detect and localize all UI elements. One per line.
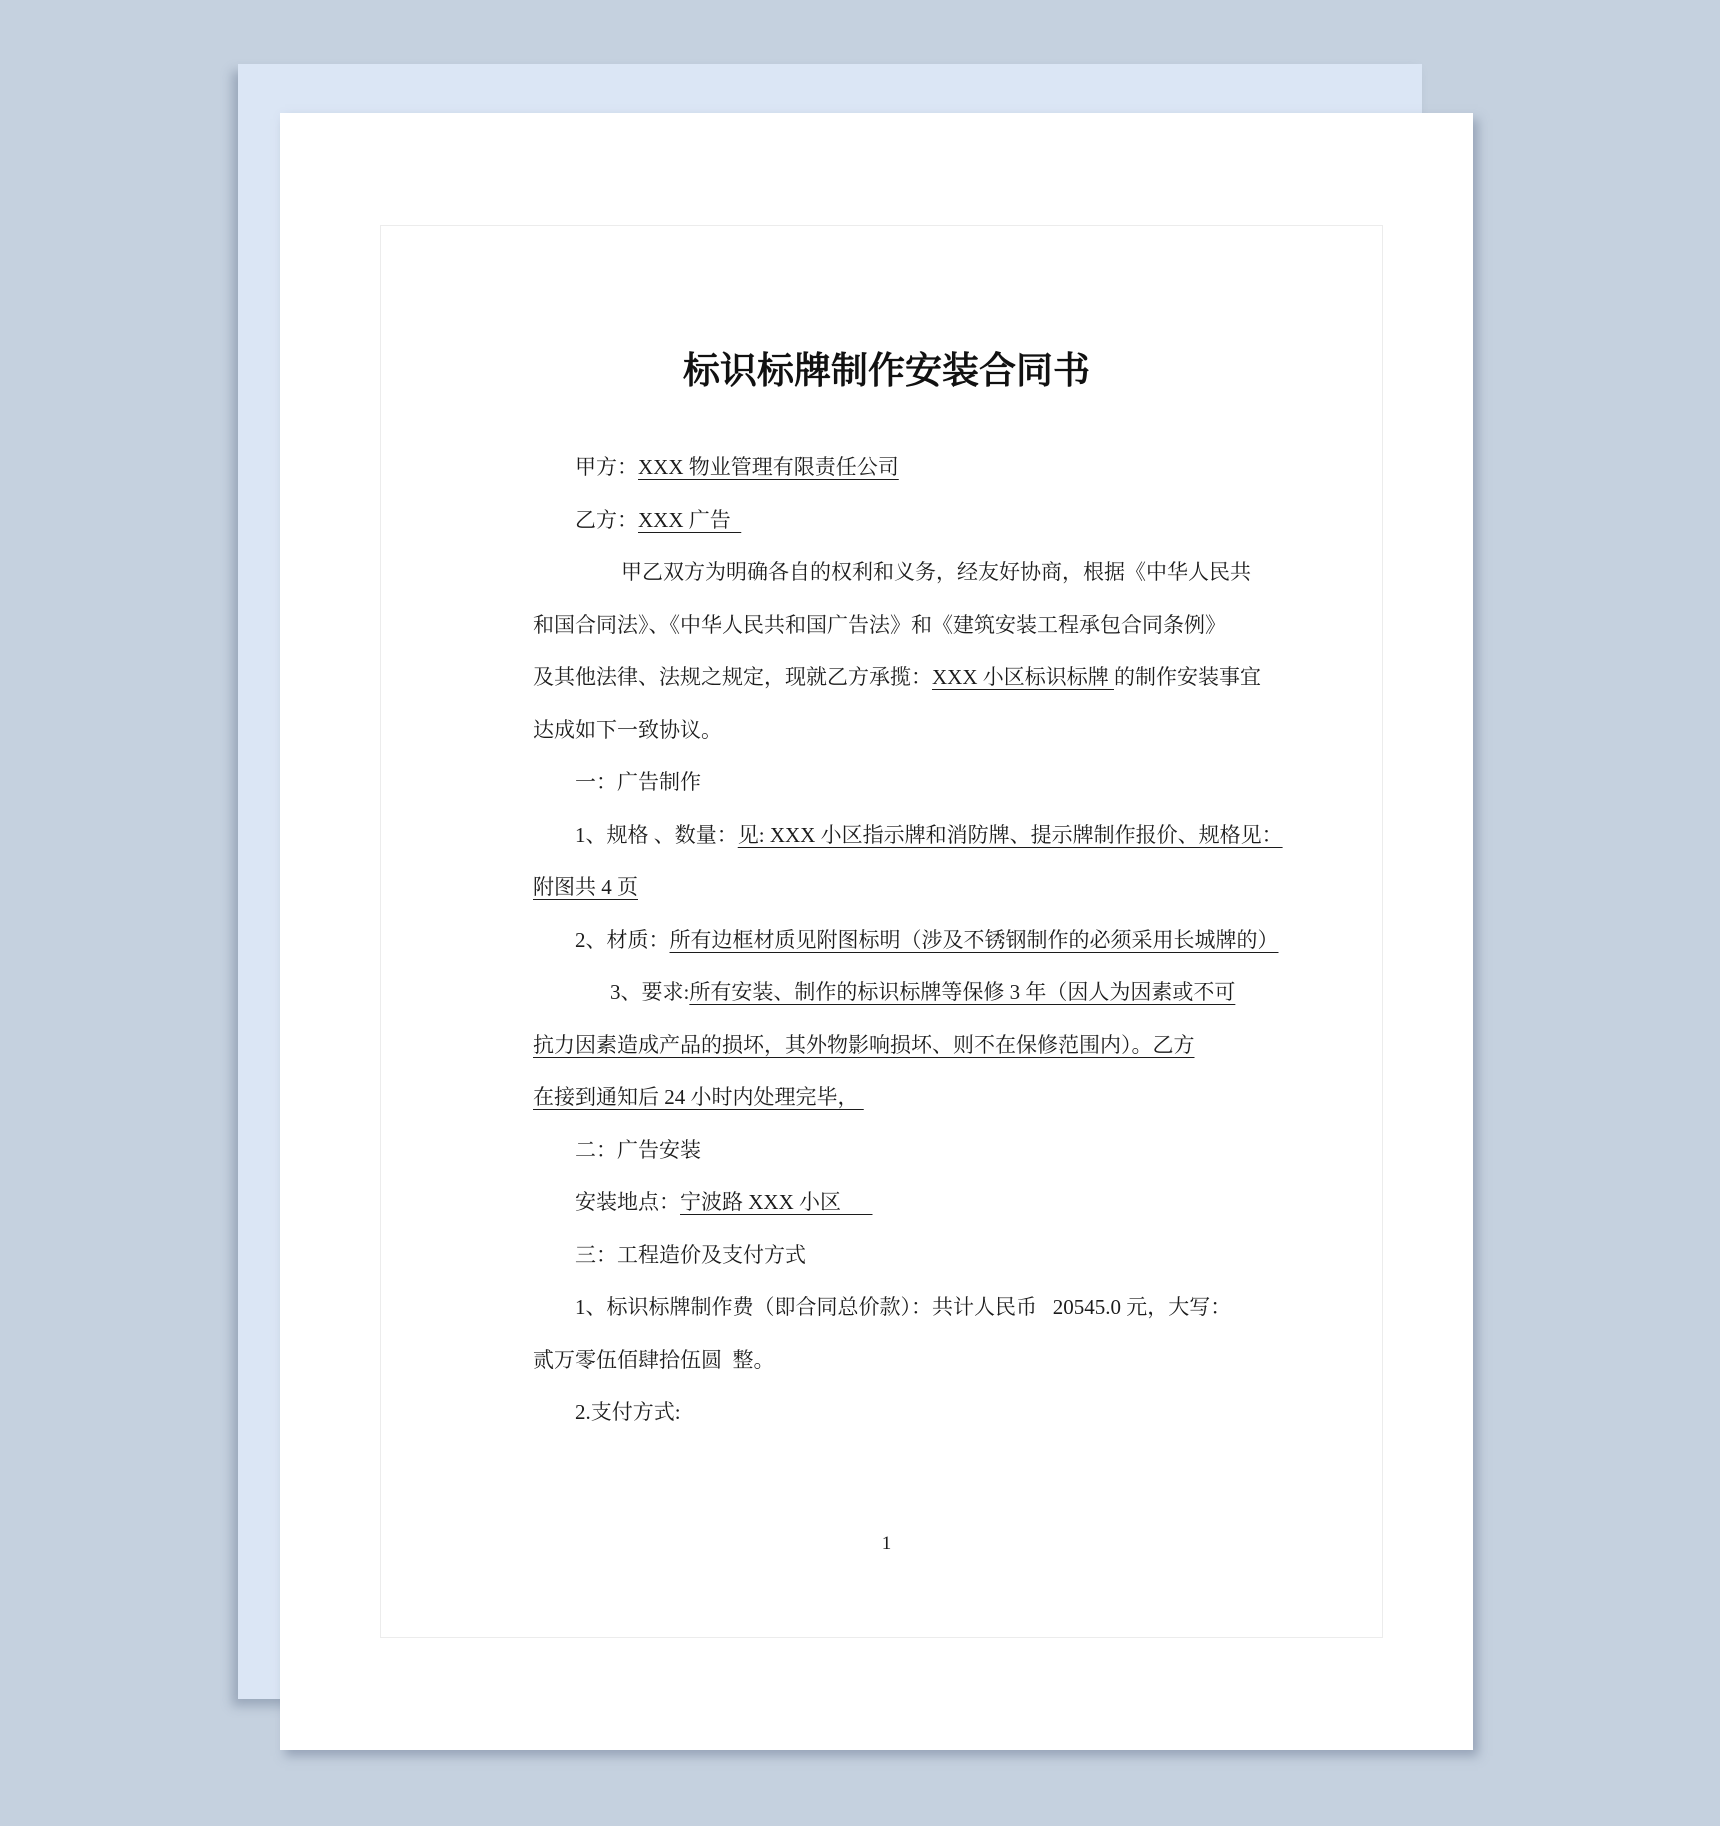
underlined-text: 所有边框材质见附图标明（涉及不锈钢制作的必须采用长城牌的） <box>669 927 1279 952</box>
text-run: 达成如下一致协议。 <box>533 717 722 742</box>
text-run: 及其他法律、法规之规定，现就乙方承揽： <box>533 665 932 689</box>
document-line <box>533 494 1240 547</box>
underlined-text: 附图共 4 页 <box>533 875 638 899</box>
document-line <box>533 861 1240 914</box>
underlined-text: XXX 小区标识标牌 <box>932 665 1114 689</box>
text-run: 2.支付方式: <box>575 1400 681 1424</box>
document-page <box>280 113 1473 1750</box>
document-line <box>533 756 1240 809</box>
document-line <box>533 809 1283 862</box>
text-run: 的制作安装事宜 <box>1114 665 1261 689</box>
text-run: 二：广告安装 <box>575 1137 701 1162</box>
text-run: 三：工程造价及支付方式 <box>575 1242 806 1267</box>
document-line <box>533 704 1240 757</box>
document-line <box>533 599 1240 652</box>
document-line <box>533 1229 1240 1282</box>
text-run: 甲乙双方为明确各自的权利和义务，经友好协商，根据《中华人民共 <box>621 560 1251 584</box>
underlined-text: 所有安装、制作的标识标牌等保修 3 年（因人为因素或不可 <box>689 980 1236 1004</box>
underlined-text: XXX 广告 <box>638 507 742 532</box>
document-line <box>533 441 1240 494</box>
underlined-text: 在接到通知后 24 小时内处理完毕， <box>533 1085 864 1109</box>
underlined-text: XXX 物业管理有限责任公司 <box>638 455 899 479</box>
text-run: 2、材质： <box>575 927 670 952</box>
underlined-text: 抗力因素造成产品的损坏，其外物影响损坏、则不在保修范围内）。乙方 <box>533 1032 1195 1057</box>
text-run: 和国合同法》、《中华人民共和国广告法》和《建筑安装工程承包合同条例》 <box>533 612 1226 637</box>
document-line <box>533 1386 1240 1439</box>
text-run: 甲方： <box>575 455 638 479</box>
document-line <box>533 1281 1240 1334</box>
text-run: 乙方： <box>575 507 638 532</box>
document-line <box>533 1176 1240 1229</box>
document-line <box>533 1334 1240 1387</box>
document-line <box>533 1071 1240 1124</box>
document-title: 标识标牌制作安装合同书 <box>683 351 1090 392</box>
underlined-text: 宁波路 XXX 小区 <box>680 1190 873 1214</box>
document-line <box>533 1124 1240 1177</box>
document-line <box>533 1019 1240 1072</box>
page-number: 1 <box>881 1533 892 1554</box>
document-line <box>533 914 1279 967</box>
text-run: 3、要求: <box>610 980 690 1004</box>
text-run: 一：广告制作 <box>575 770 701 794</box>
text-run: 贰万零伍佰肆拾伍圆 整。 <box>533 1347 775 1372</box>
document-line <box>533 966 1240 1019</box>
text-run: 1、规格 、数量： <box>575 822 738 847</box>
document-line <box>533 546 1251 599</box>
underlined-text: 见: XXX 小区指示牌和消防牌、提示牌制作报价、规格见： <box>737 822 1283 847</box>
document-line <box>533 651 1261 704</box>
document-body <box>533 441 1283 1439</box>
text-run: 1、标识标牌制作费（即合同总价款）：共计人民币 20545.0 元，大写： <box>575 1295 1232 1319</box>
text-run: 安装地点： <box>575 1190 680 1214</box>
